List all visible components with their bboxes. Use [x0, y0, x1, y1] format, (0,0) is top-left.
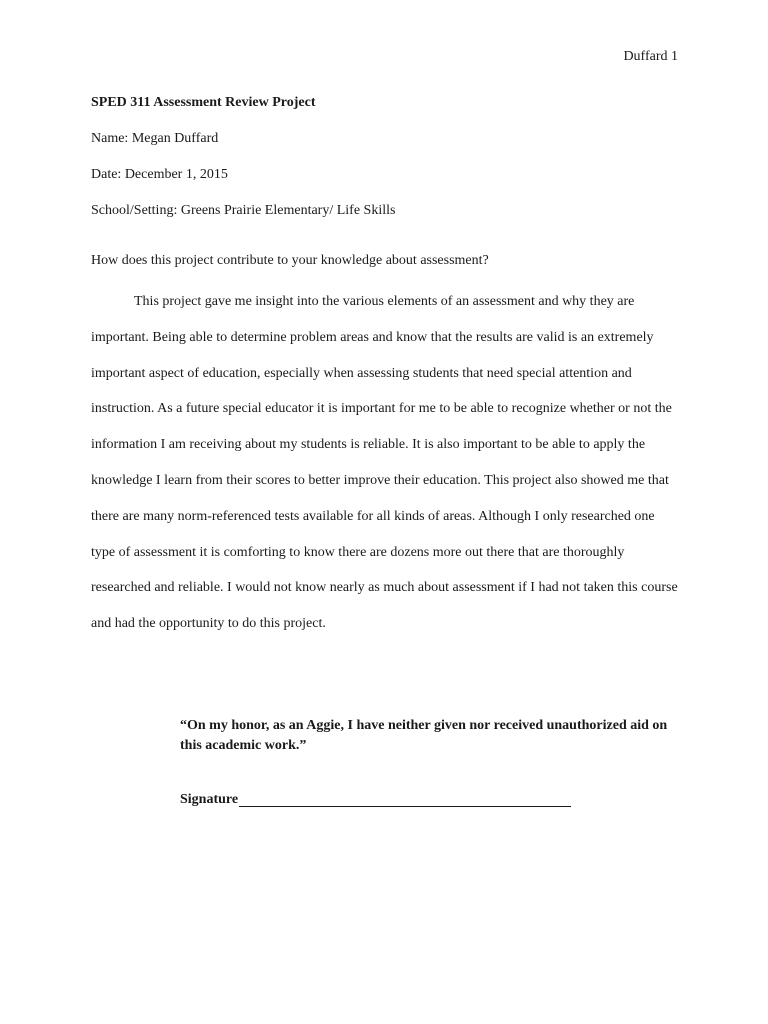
- document-title: SPED 311 Assessment Review Project: [91, 95, 316, 110]
- school-line: School/Setting: Greens Prairie Elementary/ Life Skills: [91, 203, 396, 218]
- honor-code-block: [180, 716, 680, 810]
- honor-statement: “On my honor, as an Aggie, I have neither given nor received unauthorized aid on this academic work.”: [180, 718, 668, 753]
- name-line: Name: Megan Duffard: [91, 131, 219, 146]
- running-head: Duffard 1: [623, 49, 678, 64]
- reflection-answer: This project gave me insight into the various elements of an assessment and why they are important. Being able to determine problem areas and know that the results are valid is an extremely important aspect of education, especially when assessing students that need special attention and instruction. As a future special educator it is important for me to be able to recognize whether or not the information I am receiving about my students is reliable. It is also important to be able to apply the knowledge I learn from their scores to better improve their education. This project also showed me that there are many norm-referenced tests available for all kinds of areas. Although I only researched one type of assessment it is comforting to know there are dozens more out there that are thoroughly researched and reliable. I would not know nearly as much about assessment if I had not taken this course and had the opportunity to do this project.: [91, 294, 678, 632]
- document-body: [91, 94, 679, 642]
- signature-row: [180, 790, 680, 810]
- reflection-question: How does this project contribute to your knowledge about assessment?: [91, 253, 489, 268]
- signature-label: Signature: [180, 792, 239, 807]
- date-line: Date: December 1, 2015: [91, 167, 228, 182]
- signature-line: [239, 792, 571, 807]
